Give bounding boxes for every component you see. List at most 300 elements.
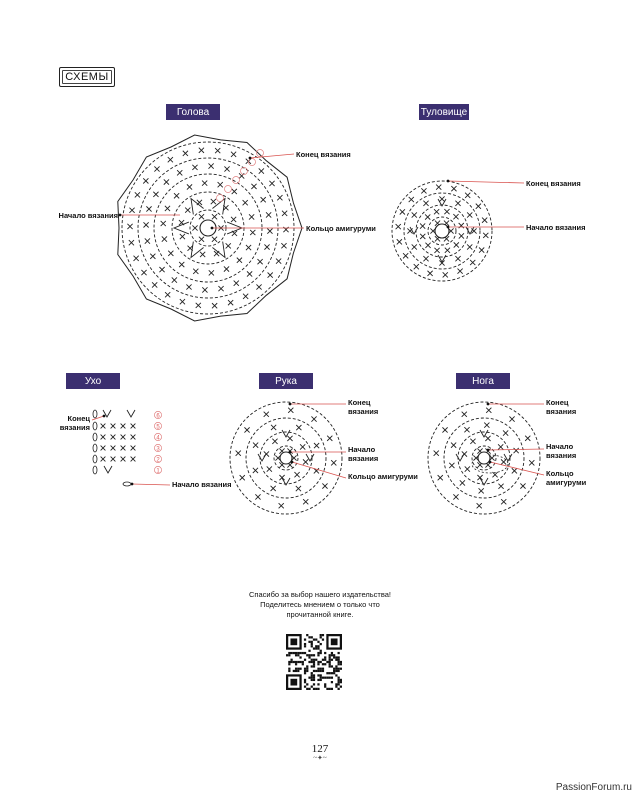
sc-stitch: [412, 244, 417, 249]
qr-module: [299, 652, 301, 654]
pointer-dot: [447, 180, 450, 183]
qr-module: [335, 668, 337, 670]
sc-stitch: [121, 424, 126, 429]
sc-stitch: [121, 446, 126, 451]
sc-stitch: [135, 192, 140, 197]
sc-stitch: [525, 436, 530, 441]
leg-title: Нога: [472, 375, 494, 387]
sc-stitch: [159, 267, 164, 272]
sc-stitch: [187, 184, 192, 189]
sc-stitch: [202, 181, 207, 186]
qr-module: [304, 645, 306, 647]
sc-stitch: [460, 480, 465, 485]
sc-stitch: [211, 199, 216, 204]
pointer-dot: [487, 403, 490, 406]
sc-stitch: [264, 412, 269, 417]
sc-stitch: [209, 270, 214, 275]
qr-module: [338, 688, 340, 690]
sc-stitch: [434, 451, 439, 456]
pointer-dot: [131, 483, 134, 486]
qr-module: [302, 652, 304, 654]
sc-stitch: [131, 446, 136, 451]
sc-stitch: [267, 228, 272, 233]
sc-stitch: [281, 243, 286, 248]
qr-module: [313, 661, 315, 663]
sc-stitch: [250, 230, 255, 235]
qr-module: [324, 683, 326, 685]
inc-stitch: [191, 199, 204, 215]
qr-module: [308, 650, 310, 652]
sc-stitch: [451, 443, 456, 448]
sc-stitch: [180, 234, 185, 239]
qr-module: [297, 652, 299, 654]
sc-stitch: [121, 435, 126, 440]
arm-label-ring: Кольцо амигуруми: [348, 472, 418, 481]
qr-module: [308, 688, 310, 690]
sc-stitch: [129, 208, 134, 213]
qr-module: [331, 654, 333, 656]
qr-module: [313, 679, 315, 681]
qr-module: [311, 674, 313, 676]
sc-stitch: [141, 270, 146, 275]
qr-code[interactable]: [286, 634, 342, 690]
qr-module: [315, 688, 317, 690]
sc-stitch: [199, 214, 204, 219]
qr-module: [315, 659, 317, 661]
sc-stitch: [484, 423, 489, 428]
sc-stitch: [193, 269, 198, 274]
sc-stitch: [247, 271, 252, 276]
sc-stitch: [232, 189, 237, 194]
inc-stitch: [438, 255, 446, 262]
sc-stitch: [465, 466, 470, 471]
sc-stitch: [253, 443, 258, 448]
sc-stitch: [239, 173, 244, 178]
qr-module: [338, 683, 340, 685]
sc-stitch: [208, 163, 213, 168]
qr-module: [338, 652, 340, 654]
qr-module: [333, 668, 335, 670]
head-title: Голова: [176, 106, 210, 118]
sc-stitch: [165, 206, 170, 211]
qr-module: [313, 670, 315, 672]
sc-stitch: [427, 271, 432, 276]
qr-module: [340, 663, 342, 665]
row-number: 1: [156, 468, 160, 475]
sc-stitch: [150, 254, 155, 259]
sc-stitch: [164, 179, 169, 184]
sc-stitch: [459, 223, 464, 228]
sc-stitch: [202, 287, 207, 292]
qr-module: [324, 663, 326, 665]
qr-module: [295, 661, 297, 663]
qr-module: [306, 688, 308, 690]
qr-module: [331, 677, 333, 679]
qr-module: [304, 686, 306, 688]
sc-stitch: [282, 211, 287, 216]
qr-module: [338, 661, 340, 663]
qr-module: [329, 656, 331, 658]
sc-stitch: [255, 494, 260, 499]
qr-module: [322, 663, 324, 665]
qr-module: [320, 668, 322, 670]
arm-label-start: Начало вязания: [348, 445, 379, 463]
qr-module: [311, 636, 313, 638]
ear-title: Ухо: [84, 375, 102, 387]
inc-stitch: [282, 430, 290, 437]
qr-module: [315, 670, 317, 672]
sc-stitch: [279, 475, 284, 480]
qr-module: [290, 652, 292, 654]
pointer-line: [132, 484, 170, 485]
sc-stitch: [442, 427, 447, 432]
sc-stitch: [434, 209, 439, 214]
sc-stitch: [294, 472, 299, 477]
sc-stitch: [234, 281, 239, 286]
qr-module: [324, 656, 326, 658]
sc-stitch: [179, 262, 184, 267]
sc-stitch: [412, 212, 417, 217]
qr-module: [340, 686, 342, 688]
magic-ring: [435, 224, 449, 238]
qr-module: [290, 661, 292, 663]
qr-module: [297, 654, 299, 656]
sc-stitch: [185, 208, 190, 213]
leg-label-end: Конец вязания: [546, 398, 577, 416]
pointer-dot: [249, 157, 252, 160]
inc-stitch: [104, 466, 112, 473]
sc-stitch: [180, 299, 185, 304]
qr-module: [304, 643, 306, 645]
sc-stitch: [501, 499, 506, 504]
qr-module: [293, 670, 295, 672]
sc-stitch: [101, 435, 106, 440]
qr-module: [340, 668, 342, 670]
sc-stitch: [444, 209, 449, 214]
sc-stitch: [224, 266, 229, 271]
magic-ring: [478, 452, 490, 464]
qr-module: [320, 643, 322, 645]
ch-stitch: [93, 466, 97, 474]
sc-stitch: [443, 272, 448, 277]
row-number: 3: [156, 446, 160, 453]
sc-stitch: [271, 425, 276, 430]
sc-stitch: [303, 499, 308, 504]
ear-label-end-text: Конец вязания: [59, 414, 90, 432]
sc-stitch: [237, 258, 242, 263]
page-number-text: 127: [311, 743, 329, 755]
qr-module: [304, 672, 306, 674]
sc-stitch: [436, 185, 441, 190]
inc-stitch: [212, 242, 225, 258]
qr-module: [338, 659, 340, 661]
row-number: [217, 195, 224, 202]
pointer-dot: [289, 451, 292, 454]
sc-stitch: [403, 253, 408, 258]
sc-stitch: [269, 181, 274, 186]
row-number: 4: [156, 435, 160, 442]
sc-stitch: [153, 192, 158, 197]
pointer-dot: [291, 461, 294, 464]
qr-module: [335, 656, 337, 658]
qr-module: [306, 683, 308, 685]
pointer-line: [292, 462, 346, 478]
qr-module: [329, 659, 331, 661]
watermark: PassionForum.ru: [555, 782, 632, 793]
sc-stitch: [465, 193, 470, 198]
sc-stitch: [131, 435, 136, 440]
sc-stitch: [186, 284, 191, 289]
ch-stitch: [123, 482, 131, 486]
thanks-line-1: Спасибо за выбор нашего издательства!: [249, 590, 391, 599]
pointer-line: [488, 449, 544, 450]
sc-stitch: [111, 435, 116, 440]
sc-stitch: [396, 224, 401, 229]
sc-stitch: [240, 475, 245, 480]
sc-stitch: [131, 457, 136, 462]
sc-stitch: [271, 486, 276, 491]
qr-module: [315, 645, 317, 647]
sc-stitch: [288, 408, 293, 413]
sc-stitch: [322, 483, 327, 488]
sc-stitch: [101, 457, 106, 462]
qr-module: [306, 654, 308, 656]
qr-module: [335, 670, 337, 672]
sc-stitch: [445, 248, 450, 253]
body-label-end: Конец вязания: [526, 179, 581, 188]
sc-stitch: [224, 166, 229, 171]
qr-module: [308, 641, 310, 643]
qr-module: [311, 659, 313, 661]
row-number: 2: [156, 457, 160, 464]
sc-stitch: [479, 488, 484, 493]
sc-stitch: [143, 222, 148, 227]
qr-module: [335, 683, 337, 685]
pointer-dot: [447, 226, 450, 229]
sc-stitch: [311, 416, 316, 421]
sc-stitch: [327, 436, 332, 441]
qr-module: [324, 652, 326, 654]
thanks-line-2: Поделитесь мнением о только что: [260, 600, 380, 609]
qr-finder-core: [290, 638, 297, 645]
sc-stitch: [212, 303, 217, 308]
sc-stitch: [477, 503, 482, 508]
sc-stitch: [236, 451, 241, 456]
qr-module: [311, 643, 313, 645]
pointer-dot: [289, 403, 292, 406]
qr-module: [286, 654, 288, 656]
sc-stitch: [421, 188, 426, 193]
row-number: 5: [156, 424, 160, 431]
sc-stitch: [467, 212, 472, 217]
sc-stitch: [420, 223, 425, 228]
sc-stitch: [425, 243, 430, 248]
head-label-ring: Кольцо амигуруми: [306, 224, 376, 233]
sc-stitch: [267, 466, 272, 471]
sc-stitch: [470, 439, 475, 444]
qr-module: [333, 672, 335, 674]
ch-stitch: [93, 422, 97, 430]
qr-module: [297, 670, 299, 672]
sc-stitch: [482, 218, 487, 223]
sc-stitch: [199, 237, 204, 242]
sc-stitch: [439, 196, 444, 201]
qr-module: [306, 634, 308, 636]
sc-stitch: [172, 277, 177, 282]
qr-module: [326, 677, 328, 679]
qr-module: [288, 663, 290, 665]
sc-stitch: [218, 182, 223, 187]
qr-module: [320, 677, 322, 679]
inc-stitch: [466, 227, 474, 234]
sc-stitch: [257, 259, 262, 264]
sc-stitch: [174, 193, 179, 198]
arm-label-end: Конец вязания: [348, 398, 379, 416]
qr-module: [326, 672, 328, 674]
sc-stitch: [162, 236, 167, 241]
pointer-dot: [487, 449, 490, 452]
qr-module: [293, 661, 295, 663]
sc-stitch: [279, 503, 284, 508]
sc-stitch: [296, 486, 301, 491]
qr-module: [317, 647, 319, 649]
qr-module: [338, 668, 340, 670]
thanks-line-3: прочитанной книге.: [286, 610, 354, 619]
sc-stitch: [168, 157, 173, 162]
qr-module: [313, 683, 315, 685]
sc-stitch: [503, 430, 508, 435]
qr-module: [340, 679, 342, 681]
qr-module: [326, 661, 328, 663]
sc-stitch: [143, 178, 148, 183]
sc-stitch: [121, 457, 126, 462]
qr-module: [293, 652, 295, 654]
sc-stitch: [276, 259, 281, 264]
row-number: 6: [156, 413, 160, 420]
qr-module: [329, 677, 331, 679]
qr-module: [311, 672, 313, 674]
sc-stitch: [434, 248, 439, 253]
qr-finder-core: [290, 679, 297, 686]
sc-stitch: [212, 214, 217, 219]
sc-stitch: [476, 204, 481, 209]
sc-stitch: [127, 224, 132, 229]
sc-stitch: [409, 197, 414, 202]
qr-module: [302, 663, 304, 665]
sc-stitch: [457, 269, 462, 274]
qr-module: [317, 641, 319, 643]
qr-module: [306, 668, 308, 670]
ear-label-end: [40, 414, 90, 432]
sc-stitch: [243, 294, 248, 299]
qr-module: [324, 686, 326, 688]
leg-label-start: Начало вязания: [546, 442, 577, 460]
pointer-line: [448, 181, 524, 183]
qr-module: [295, 654, 297, 656]
qr-module: [297, 668, 299, 670]
ch-stitch: [93, 455, 97, 463]
sc-stitch: [520, 483, 525, 488]
sc-stitch: [183, 151, 188, 156]
qr-module: [304, 659, 306, 661]
qr-module: [317, 670, 319, 672]
qr-module: [317, 654, 319, 656]
qr-module: [313, 665, 315, 667]
qr-module: [315, 647, 317, 649]
ch-stitch: [93, 410, 97, 418]
sc-stitch: [256, 284, 261, 289]
inc-stitch: [480, 430, 488, 437]
qr-module: [320, 674, 322, 676]
qr-module: [335, 665, 337, 667]
qr-module: [320, 636, 322, 638]
qr-module: [299, 668, 301, 670]
sc-stitch: [101, 424, 106, 429]
sc-stitch: [244, 427, 249, 432]
sc-stitch: [453, 214, 458, 219]
qr-module: [329, 672, 331, 674]
qr-module: [338, 679, 340, 681]
inc-stitch: [410, 227, 418, 234]
sc-stitch: [455, 201, 460, 206]
sc-stitch: [165, 292, 170, 297]
qr-module: [304, 670, 306, 672]
sc-stitch: [161, 221, 166, 226]
ch-stitch: [93, 433, 97, 441]
qr-module: [329, 654, 331, 656]
ear-diagram: [93, 410, 162, 486]
thanks-message: [220, 590, 420, 620]
qr-module: [311, 645, 313, 647]
sc-stitch: [111, 424, 116, 429]
sc-stitch: [455, 256, 460, 261]
sc-stitch: [111, 446, 116, 451]
sc-stitch: [331, 460, 336, 465]
qr-module: [313, 638, 315, 640]
sc-stitch: [464, 427, 469, 432]
sc-stitch: [449, 463, 454, 468]
sc-stitch: [101, 446, 106, 451]
qr-module: [311, 686, 313, 688]
qr-module: [299, 656, 301, 658]
qr-module: [322, 638, 324, 640]
sc-stitch: [414, 264, 419, 269]
qr-module: [329, 661, 331, 663]
sc-stitch: [400, 209, 405, 214]
sc-stitch: [529, 460, 534, 465]
qr-module: [322, 668, 324, 670]
qr-module: [338, 656, 340, 658]
qr-module: [304, 652, 306, 654]
sc-stitch: [462, 412, 467, 417]
sc-stitch: [249, 214, 254, 219]
sc-stitch: [231, 152, 236, 157]
sc-stitch: [303, 459, 308, 464]
qr-module: [295, 663, 297, 665]
qr-module: [322, 677, 324, 679]
sc-stitch: [268, 273, 273, 278]
sc-stitch: [231, 217, 236, 222]
ear-label-start: Начало вязания: [172, 480, 232, 489]
qr-module: [313, 677, 315, 679]
sc-stitch: [451, 186, 456, 191]
qr-module: [313, 688, 315, 690]
qr-module: [304, 668, 306, 670]
qr-module: [322, 659, 324, 661]
pointer-dot: [119, 214, 122, 217]
sc-stitch: [509, 416, 514, 421]
qr-module: [324, 659, 326, 661]
